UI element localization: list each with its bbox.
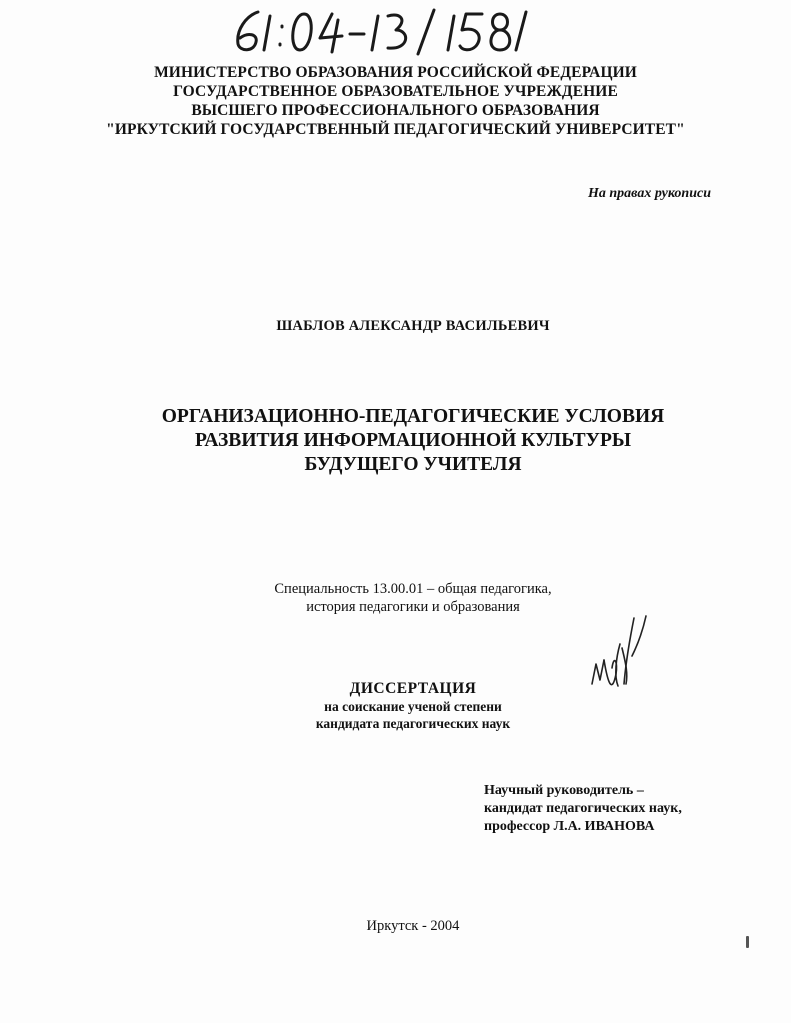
specialty-block (0, 580, 791, 616)
ministry-line-2: ГОСУДАРСТВЕННОЕ ОБРАЗОВАТЕЛЬНОЕ УЧРЕЖДЕНИЕ (173, 83, 618, 100)
author-name: ШАБЛОВ АЛЕКСАНДР ВАСИЛЬЕВИЧ (276, 318, 550, 334)
ministry-line-3: ВЫСШЕГО ПРОФЕССИОНАЛЬНОГО ОБРАЗОВАНИЯ (191, 102, 600, 119)
supervisor-line-2: кандидат педагогических наук, (484, 801, 682, 816)
archive-code-stamp (228, 6, 588, 56)
supervisor-line-1: Научный руководитель – (484, 783, 644, 798)
dissertation-title (0, 405, 791, 477)
ministry-line-1: МИНИСТЕРСТВО ОБРАЗОВАНИЯ РОССИЙСКОЙ ФЕДЕРАЦИИ (154, 64, 637, 81)
dissertation-block (0, 680, 791, 732)
title-line-3: БУДУЩЕГО УЧИТЕЛЯ (304, 454, 522, 475)
dissertation-heading: ДИССЕРТАЦИЯ (349, 680, 477, 697)
specialty-line-2: история педагогики и образования (306, 599, 520, 615)
supervisor-block (484, 782, 682, 836)
title-line-2: РАЗВИТИЯ ИНФОРМАЦИОННОЙ КУЛЬТУРЫ (195, 430, 631, 451)
degree-line-1: на соискание ученой степени (324, 699, 502, 714)
specialty-line-1: Специальность 13.00.01 – общая педагогика, (274, 581, 552, 597)
university-name: "ИРКУТСКИЙ ГОСУДАРСТВЕННЫЙ ПЕДАГОГИЧЕСКИЙ УНИВЕРСИТЕТ" (106, 121, 685, 138)
ministry-header (0, 63, 791, 139)
place-year: Иркутск - 2004 (366, 918, 460, 934)
degree-line-2: кандидата педагогических наук (315, 716, 511, 731)
manuscript-note: На правах рукописи (588, 186, 711, 201)
archive-code-handwritten (228, 6, 588, 56)
title-line-1: ОРГАНИЗАЦИОННО-ПЕДАГОГИЧЕСКИЕ УСЛОВИЯ (161, 406, 665, 427)
scan-speck (746, 936, 749, 948)
supervisor-line-3: профессор Л.А. ИВАНОВА (484, 819, 655, 834)
